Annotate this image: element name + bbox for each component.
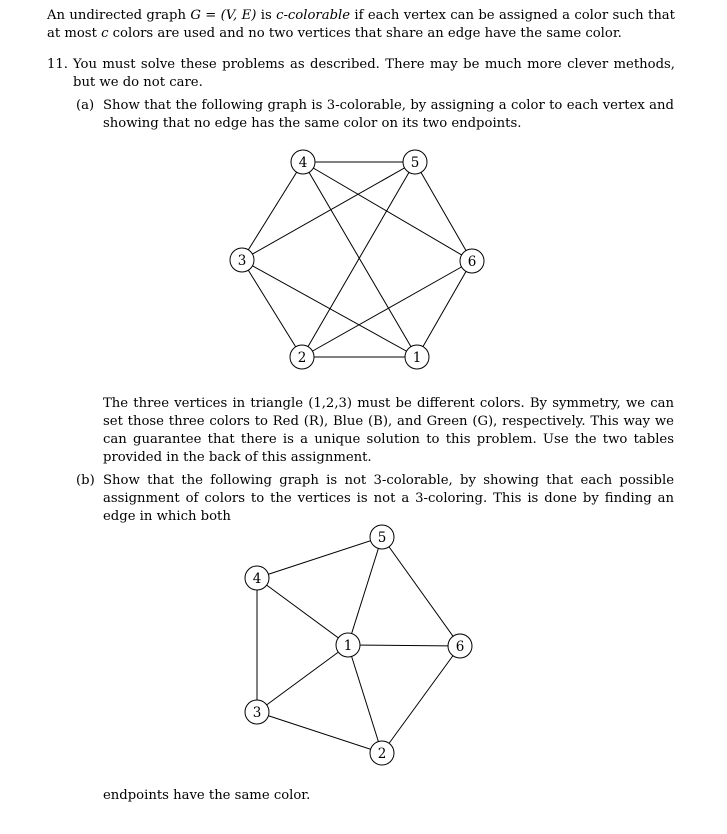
edge-1-3 [257, 645, 348, 712]
graph-b [230, 520, 490, 780]
graph-b-label-4: 4 [252, 571, 262, 587]
part-a-note: The three vertices in triangle (1,2,3) must be different colors. By symmetry, we can set those three colors to Red (R), Blue (B), and Green (G), respectively. This way we can guarantee that there is a unique solution to this problem. Use the two tables provided in the back of this assignment. [103, 396, 674, 465]
graph-b-label-3: 3 [252, 705, 262, 721]
part-a-label: (a) [76, 98, 95, 113]
problem-text: You must solve these problems as described. There may be much more clever methods, but we do not care. [73, 57, 675, 90]
edge-2-3 [257, 712, 382, 753]
graph-a-label-6: 6 [467, 254, 477, 270]
edge-5-6 [415, 162, 472, 261]
intro-math-c: c [101, 26, 109, 41]
problem-number: 11. [47, 57, 68, 72]
edge-1-4 [257, 578, 348, 645]
intro-text-3: if each vertex can be assigned a color such that at most [47, 8, 675, 41]
intro-term: c-colorable [276, 8, 351, 23]
part-b-text: Show that the following graph is not 3-colorable, by showing that each possible assignment of colors to the vertices is not a 3-coloring. This is done by finding an edge in which both [103, 473, 674, 524]
graph-a [220, 140, 500, 380]
part-b-label: (b) [76, 473, 95, 488]
edge-4-5 [257, 537, 382, 578]
graph-a-label-2: 2 [297, 350, 307, 366]
edge-2-6 [302, 261, 472, 357]
edge-5-6 [382, 537, 460, 646]
edge-3-4 [242, 162, 303, 260]
intro-math-graph: G = (V, E) [190, 8, 257, 23]
edge-6-1 [417, 261, 472, 357]
edge-5-2 [302, 162, 415, 357]
part-a-text: Show that the following graph is 3-colorable, by assigning a color to each vertex and showing that no edge has the same color on its two endpoints. [103, 98, 674, 131]
edge-6-2 [382, 646, 460, 753]
edge-1-6 [348, 645, 460, 646]
edge-3-1 [242, 260, 417, 357]
graph-a-label-5: 5 [410, 155, 420, 171]
intro-paragraph [47, 7, 675, 43]
edge-1-5 [348, 537, 382, 645]
graph-b-label-1: 1 [343, 638, 353, 654]
edge-2-3 [242, 260, 302, 357]
graph-a-label-4: 4 [298, 155, 308, 171]
graph-a-label-1: 1 [412, 350, 422, 366]
graph-a-label-3: 3 [237, 253, 247, 269]
part-b [76, 472, 674, 526]
intro-text-2: is [256, 8, 277, 23]
edge-4-1 [303, 162, 417, 357]
intro-text-1: An undirected graph [47, 8, 191, 23]
edge-1-2 [348, 645, 382, 753]
problem-11 [47, 56, 675, 92]
intro-text-4: colors are used and no two vertices that share an edge have the same color. [108, 26, 622, 41]
graph-b-label-6: 6 [455, 639, 465, 655]
graph-b-label-2: 2 [377, 746, 387, 762]
part-a [76, 97, 674, 133]
part-b-continuation: endpoints have the same color. [103, 788, 311, 803]
graph-b-label-5: 5 [377, 530, 387, 546]
